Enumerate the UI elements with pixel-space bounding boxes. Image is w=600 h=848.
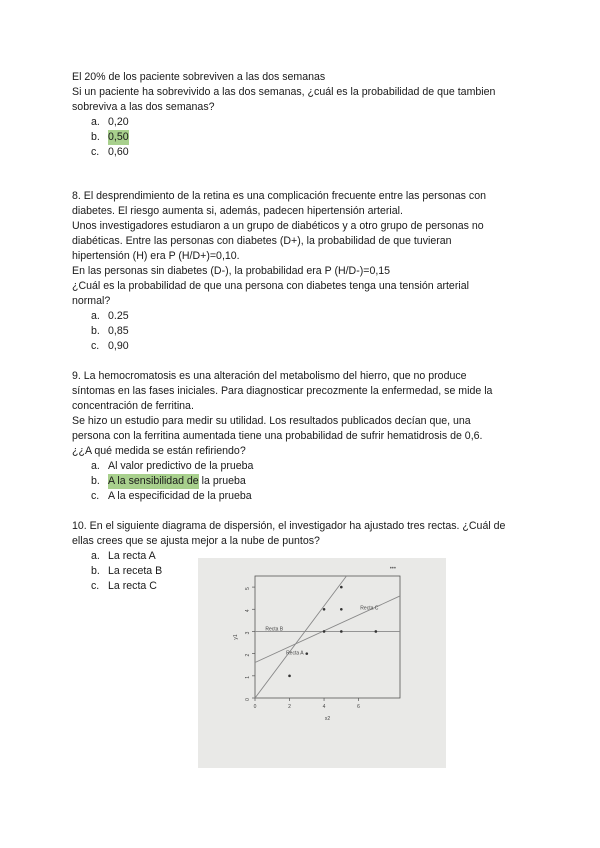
x-tick-label: 0 bbox=[253, 704, 257, 710]
y-tick-label: 4 bbox=[245, 609, 251, 613]
q7-option-b: b. 0,50 bbox=[91, 131, 129, 143]
x-tick-label: 2 bbox=[288, 704, 291, 710]
q10-line: 10. En el siguiente diagrama de dispersión, el investigador ha ajustado tres rectas. ¿Cuál de bbox=[72, 520, 506, 532]
q8-line: En las personas sin diabetes (D-), la probabilidad era P (H/D-)=0,15 bbox=[72, 265, 391, 277]
highlighted-answer: A la sensibilidad de bbox=[108, 475, 199, 487]
question-7 bbox=[72, 70, 532, 160]
q9-line: persona con la ferritina aumentada tiene una probabilidad de sufrir hematidrosis de 0,6. bbox=[72, 430, 483, 442]
q7-line: Si un paciente ha sobrevivido a las dos semanas, ¿cuál es la probabilidad de que tambien bbox=[72, 86, 496, 98]
question-9 bbox=[72, 369, 532, 504]
q10-line: ellas crees que se ajusta mejor a la nube de puntos? bbox=[72, 535, 320, 547]
q8-line: hipertensión (H) era P (H/D+)=0,10. bbox=[72, 250, 240, 262]
document-page bbox=[72, 70, 532, 594]
y-tick-label: 3 bbox=[245, 631, 251, 635]
q7-option-c: c. 0,60 bbox=[91, 146, 129, 158]
q9-option-c: c. A la especificidad de la prueba bbox=[91, 490, 252, 502]
q8-line: diabéticas. Entre las personas con diabetes (D+), la probabilidad de que tuvieran bbox=[72, 235, 452, 247]
q9-line: ¿¿A qué medida se están refiriendo? bbox=[72, 445, 246, 457]
y-axis-label: y1 bbox=[233, 634, 239, 640]
data-point bbox=[340, 586, 343, 589]
q9-options bbox=[72, 459, 532, 504]
x-tick-label: 4 bbox=[322, 704, 326, 710]
q8-line: Unos investigadores estudiaron a un grupo de diabéticos y a otro grupo de personas no bbox=[72, 220, 484, 232]
data-point bbox=[323, 608, 326, 611]
q9-line: Se hizo un estudio para medir su utilidad. Los resultados publicados decían que, una bbox=[72, 415, 471, 427]
line-label: Recta A bbox=[286, 650, 304, 657]
q8-options bbox=[72, 309, 532, 354]
q9-line: concentración de ferritina. bbox=[72, 400, 194, 412]
y-tick-label: 0 bbox=[245, 698, 251, 701]
q9-line: síntomas en las fases iniciales. Para diagnosticar precozmente la enfermedad, se mide la bbox=[72, 385, 493, 397]
line-label: Recta B bbox=[265, 626, 284, 633]
data-point bbox=[375, 630, 378, 633]
q8-line: 8. El desprendimiento de la retina es una complicación frecuente entre las personas con bbox=[72, 190, 486, 202]
plot-frame bbox=[255, 576, 400, 698]
more-icon: ••• bbox=[389, 566, 396, 572]
q8-option-a: a. 0.25 bbox=[91, 310, 129, 322]
q9-option-b: b. A la sensibilidad de la prueba bbox=[91, 475, 246, 487]
x-tick-label: 6 bbox=[357, 704, 360, 710]
scatter-plot-photo bbox=[198, 558, 446, 768]
data-point bbox=[340, 608, 343, 611]
q8-option-c: c. 0,90 bbox=[91, 340, 129, 352]
data-point bbox=[288, 675, 291, 678]
highlighted-answer: 0,50 bbox=[108, 131, 129, 143]
q9-option-a: a. Al valor predictivo de la prueba bbox=[91, 460, 254, 472]
q7-options bbox=[72, 115, 532, 160]
q8-option-b: b. 0,85 bbox=[91, 325, 129, 337]
q9-line: 9. La hemocromatosis es una alteración del metabolismo del hierro, que no produce bbox=[72, 370, 467, 382]
data-point bbox=[340, 630, 343, 633]
q10-option-a: a. La recta A bbox=[91, 550, 156, 562]
scatter-plot bbox=[198, 558, 446, 768]
question-8 bbox=[72, 189, 532, 354]
q10-option-c: c. La recta C bbox=[91, 580, 157, 592]
q10-option-b: b. La receta B bbox=[91, 565, 163, 577]
q7-line: sobreviva a las dos semanas? bbox=[72, 101, 215, 113]
q8-line: ¿Cuál es la probabilidad de que una persona con diabetes tenga una tensión arterial bbox=[72, 280, 469, 292]
x-axis-label: x2 bbox=[324, 716, 331, 722]
y-tick-label: 1 bbox=[245, 675, 251, 679]
q8-line: diabetes. El riesgo aumenta si, además, padecen hipertensión arterial. bbox=[72, 205, 403, 217]
regression-line-recta-a bbox=[255, 576, 346, 698]
q8-line: normal? bbox=[72, 295, 111, 307]
q7-option-a: a. 0,20 bbox=[91, 116, 129, 128]
y-tick-label: 5 bbox=[245, 587, 251, 590]
data-point bbox=[305, 652, 308, 655]
q7-line: El 20% de los paciente sobreviven a las dos semanas bbox=[72, 71, 326, 83]
data-point bbox=[323, 630, 326, 633]
y-tick-label: 2 bbox=[245, 653, 251, 657]
line-label: Recta C bbox=[360, 605, 379, 612]
